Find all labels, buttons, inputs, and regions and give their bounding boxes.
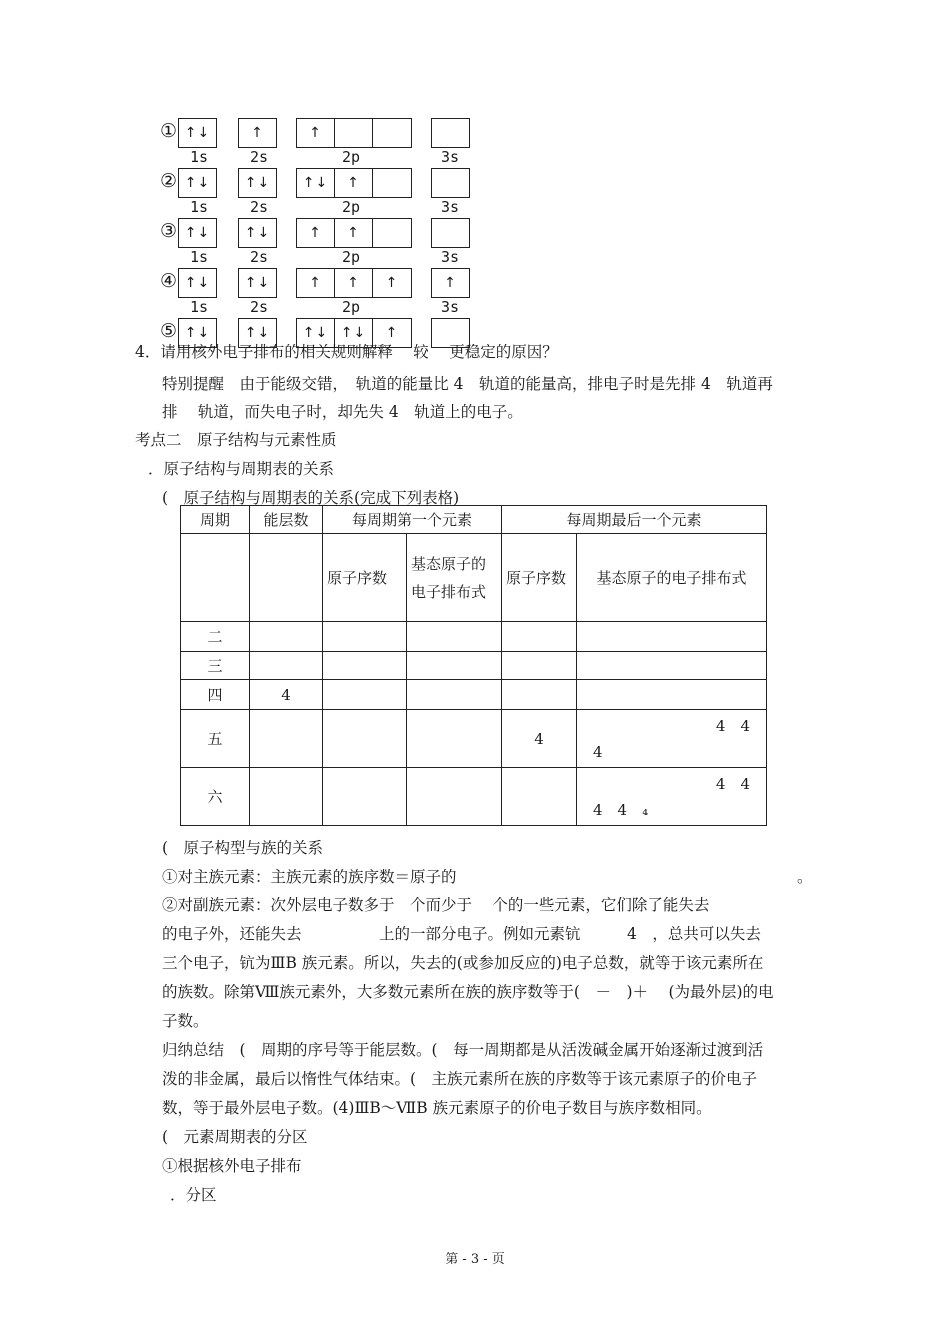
orbital-2p: ↑ <box>296 118 412 148</box>
header-shells: 能层数 <box>250 506 323 534</box>
label-3s: 3s <box>441 198 460 216</box>
cell-first-config <box>407 622 502 652</box>
orbital-2s: ↑↓ <box>238 318 277 348</box>
summary-line-1: 归纳总结 ( 周期的序号等于能层数。( 每一周期都是从活泼碱金属开始逐渐过渡到活 <box>162 1041 764 1059</box>
config-line-1: 4 4 <box>715 716 750 735</box>
label-2s: 2s <box>250 298 269 316</box>
by-electron-config: ①根据核外电子排布 <box>162 1157 302 1175</box>
sub-group-line-4: 的族数。除第Ⅷ族元素外，大多数元素所在族的族序数等于( － )＋ (为最外层)的电 <box>162 983 774 1001</box>
config-line-2: 4 4 ₄ <box>593 800 649 819</box>
subsection-title-1: ．原子结构与周期表的关系 <box>148 460 335 478</box>
cell-shells <box>250 622 323 652</box>
cell-last-config <box>577 652 767 680</box>
cell-last-z <box>502 680 577 710</box>
cell-first-config <box>407 680 502 710</box>
orbital-1s: ↑↓ <box>178 318 217 348</box>
sub-group-line-5: 子数。 <box>162 1012 209 1030</box>
cell-last-config <box>577 710 767 768</box>
label-3s: 3s <box>441 148 460 166</box>
cell-last-z: 4 <box>502 710 577 768</box>
header-last-element: 每周期最后一个元素 <box>502 506 767 534</box>
cell-shells <box>250 710 323 768</box>
table-row <box>181 710 767 768</box>
cell-last-config <box>577 622 767 652</box>
cell-period: 五 <box>181 710 250 768</box>
header-last-config: 基态原子的电子排布式 <box>577 534 767 622</box>
config-line-1: 4 4 <box>715 774 750 793</box>
subsection-periodic-zones: ( 元素周期表的分区 <box>162 1128 308 1146</box>
cell-first-z <box>323 768 407 826</box>
main-group-rule: ①对主族元素：主族元素的族序数＝原子的 <box>162 868 457 886</box>
orbital-2p: ↑ ↑ ↑ <box>296 268 412 298</box>
orbital-2s: ↑ <box>238 118 277 148</box>
subsection-structure-table: ( 原子结构与周期表的关系(完成下列表格) <box>162 489 460 507</box>
reminder-line-2: 排 轨道，而失电子时，却先失 4 轨道上的电子。 <box>162 403 523 421</box>
label-2s: 2s <box>250 198 269 216</box>
label-3s: 3s <box>441 298 460 316</box>
summary-line-2: 泼的非金属，最后以惰性气体结束。( 主族元素所在族的序数等于该元素原子的价电子 <box>162 1070 758 1088</box>
label-2p: 2p <box>342 148 361 166</box>
cell-first-z <box>323 710 407 768</box>
label-2p: 2p <box>342 298 361 316</box>
cell-shells <box>250 768 323 826</box>
page-footer: 第 - 3 - 页 <box>445 1252 505 1267</box>
row-index: ② <box>160 170 178 192</box>
cell-period: 四 <box>181 680 250 710</box>
label-1s: 1s <box>190 298 209 316</box>
orbital-1s: ↑↓ <box>178 168 217 198</box>
header-last-z: 原子序数 <box>502 534 577 622</box>
table-row <box>181 652 767 680</box>
table-row <box>181 768 767 826</box>
orbital-3s <box>431 218 470 248</box>
cell-last-z <box>502 768 577 826</box>
table-row <box>181 680 767 710</box>
sub-group-line-1: ②对副族元素：次外层电子数多于 个而少于 个的一些元素，它们除了能失去 <box>162 896 710 914</box>
header-period: 周期 <box>181 506 250 534</box>
orbital-2p: ↑ ↑ <box>296 218 412 248</box>
label-1s: 1s <box>190 198 209 216</box>
cell-first-z <box>323 622 407 652</box>
label-3s: 3s <box>441 248 460 266</box>
periodic-structure-table <box>180 505 767 826</box>
cell-first-config <box>407 768 502 826</box>
cell-last-config <box>577 768 767 826</box>
subsection-configuration-group: ( 原子构型与族的关系 <box>162 839 324 857</box>
main-group-rule-end: 。 <box>797 868 813 886</box>
orbital-2p: ↑↓ ↑ <box>296 168 412 198</box>
orbital-1s: ↑↓ <box>178 268 217 298</box>
table-row <box>181 622 767 652</box>
cell-shells <box>250 652 323 680</box>
label-1s: 1s <box>190 148 209 166</box>
cell-last-z <box>502 652 577 680</box>
orbital-1s: ↑↓ <box>178 218 217 248</box>
sub-group-line-3: 三个电子，钪为ⅢB 族元素。所以，失去的(或参加反应的)电子总数，就等于该元素所在 <box>162 954 764 972</box>
orbital-2s: ↑↓ <box>238 218 277 248</box>
reminder-line-1: 特别提醒 由于能级交错， 轨道的能量比 4 轨道的能量高，排电子时是先排 4 轨道再 <box>162 375 773 393</box>
orbital-2p: ↑↓ ↑↓ ↑ <box>296 318 412 348</box>
label-2s: 2s <box>250 148 269 166</box>
header-first-config: 基态原子的电子排布式 <box>407 534 502 622</box>
cell-first-z <box>323 680 407 710</box>
cell-period: 二 <box>181 622 250 652</box>
orbital-2s: ↑↓ <box>238 168 277 198</box>
zones-label: ．分区 <box>170 1186 217 1204</box>
cell-last-config <box>577 680 767 710</box>
config-line-2: 4 <box>593 742 603 761</box>
question-4: 4．请用核外电子排布的相关规则解释 较 更稳定的原因？ <box>135 343 558 361</box>
label-1s: 1s <box>190 248 209 266</box>
sub-group-line-2: 的电子外，还能失去 上的一部分电子。例如元素钪 4 ，总共可以失去 <box>162 925 761 943</box>
orbital-1s: ↑↓ <box>178 118 217 148</box>
cell-shells: 4 <box>250 680 323 710</box>
table-body <box>181 622 767 826</box>
cell-last-z <box>502 622 577 652</box>
label-2p: 2p <box>342 248 361 266</box>
summary-line-3: 数，等于最外层电子数。(4)ⅢB～ⅦB 族元素原子的价电子数目与族序数相同。 <box>162 1099 712 1117</box>
section-title-point-2: 考点二 原子结构与元素性质 <box>135 431 337 449</box>
orbital-3s <box>431 168 470 198</box>
label-2p: 2p <box>342 198 361 216</box>
row-index: ④ <box>160 270 178 292</box>
orbital-2s: ↑↓ <box>238 268 277 298</box>
cell-first-config <box>407 710 502 768</box>
row-index: ③ <box>160 220 178 242</box>
orbital-3s: ↑ <box>431 268 470 298</box>
cell-first-z <box>323 652 407 680</box>
header-first-z: 原子序数 <box>323 534 407 622</box>
row-index: ⑤ <box>160 320 178 342</box>
cell-period: 六 <box>181 768 250 826</box>
header-first-element: 每周期第一个元素 <box>323 506 502 534</box>
label-2s: 2s <box>250 248 269 266</box>
row-index: ① <box>160 120 178 142</box>
cell-period: 三 <box>181 652 250 680</box>
cell-first-config <box>407 652 502 680</box>
orbital-3s <box>431 118 470 148</box>
